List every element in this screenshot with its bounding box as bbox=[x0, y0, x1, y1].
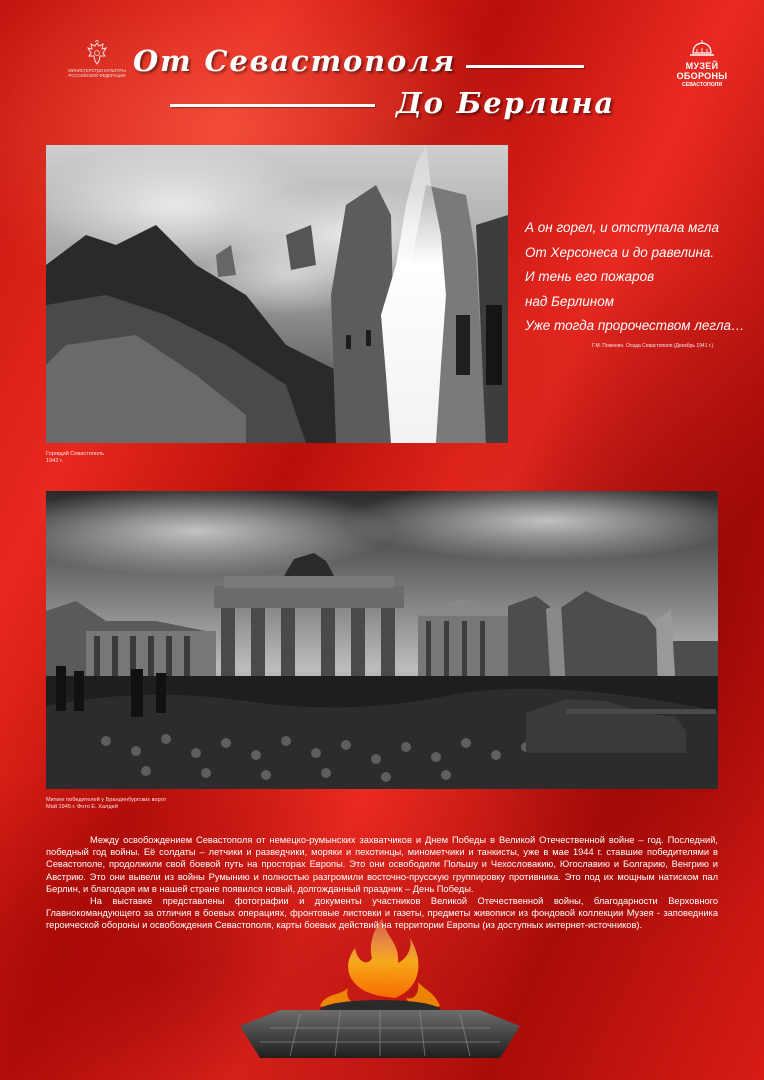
ministry-of-culture-logo bbox=[52, 40, 142, 78]
museum-logo-line2: ОБОРОНЫ bbox=[676, 71, 728, 81]
page-title-line1: От Севастополя bbox=[133, 44, 457, 78]
photo1-caption-title: Горящий Севастополь bbox=[46, 451, 105, 457]
eternal-flame-image bbox=[230, 918, 530, 1073]
photo2-caption bbox=[46, 797, 166, 811]
page-title-line2: До Берлина bbox=[396, 86, 615, 120]
monument-dome-icon bbox=[689, 40, 715, 56]
exhibition-description bbox=[46, 834, 718, 932]
poem-line: А он горел, и отступала мгла bbox=[525, 220, 719, 235]
ministry-text-line1: МИНИСТЕРСТВО КУЛЬТУРЫ bbox=[68, 68, 126, 73]
photo-burning-sevastopol bbox=[46, 145, 508, 443]
title-rule-left bbox=[170, 104, 375, 107]
poem-source: Г.М. Поженян. Осада Севастополя (Декабрь 1941 г.) bbox=[592, 343, 714, 349]
poem-line: От Херсонеса и до равелина. bbox=[525, 244, 715, 260]
ministry-text-line2: РОССИЙСКОЙ ФЕДЕРАЦИИ bbox=[68, 73, 126, 78]
museum-logo-line1: МУЗЕЙ bbox=[685, 61, 719, 71]
double-headed-eagle-icon bbox=[85, 40, 109, 66]
poem-line: Уже тогда пророчеством легла… bbox=[525, 318, 745, 333]
photo1-caption-date: 1942 г. bbox=[46, 458, 63, 464]
description-paragraph-2: На выставке представлены фотографии и документы участников Великой Отечественной войны, благодарности Верховного Главнокомандующего за отличия в боевых операциях, фронтовые листовки и газеты, предметы живописи из фондовой коллекции Музея - заповедника героической обороны и освобождения Севастополя, карты боевых действий на территории Европы (из доступных интернет-источников). bbox=[46, 896, 718, 931]
poem-line: И тень его пожаров bbox=[525, 269, 655, 284]
photo1-caption bbox=[46, 451, 104, 465]
photo2-caption-title: Митинг победителей у Бранденбургских ворот bbox=[46, 797, 167, 803]
photo-brandenburg-gate bbox=[46, 491, 718, 789]
poem bbox=[525, 216, 755, 339]
description-paragraph-1: Между освобождением Севастополя от немецко-румынских захватчиков и Днем Победы в Великой Отечественной войне – год. Последний, победный год войны. Её солдаты – летчики и разведчики, моряки и пехотинцы, минометчики и танкисты, уже в мае 1944 г. ставшие победителями в Севастополе, продолжили свой боевой путь на просторах Европы. Это они освободили Польшу и Чехословакию, Югославию и Болгарию, Венгрию и Австрию. Это они вывели из войны Румынию и полностью разгромили восточно-прусскую группировку противника. Это под их мощным натиском пал Берлин, и благодаря им в нашей стране появился новый, долгожданный праздник – День Победы. bbox=[46, 835, 718, 894]
museum-logo-line3: СЕВАСТОПОЛЯ bbox=[681, 82, 722, 88]
poem-line: над Берлином bbox=[525, 293, 614, 309]
title-rule-right bbox=[466, 65, 584, 68]
museum-logo bbox=[676, 40, 728, 88]
photo2-caption-credit: Май 1945 г. Фото Е. Халдей bbox=[46, 804, 118, 810]
